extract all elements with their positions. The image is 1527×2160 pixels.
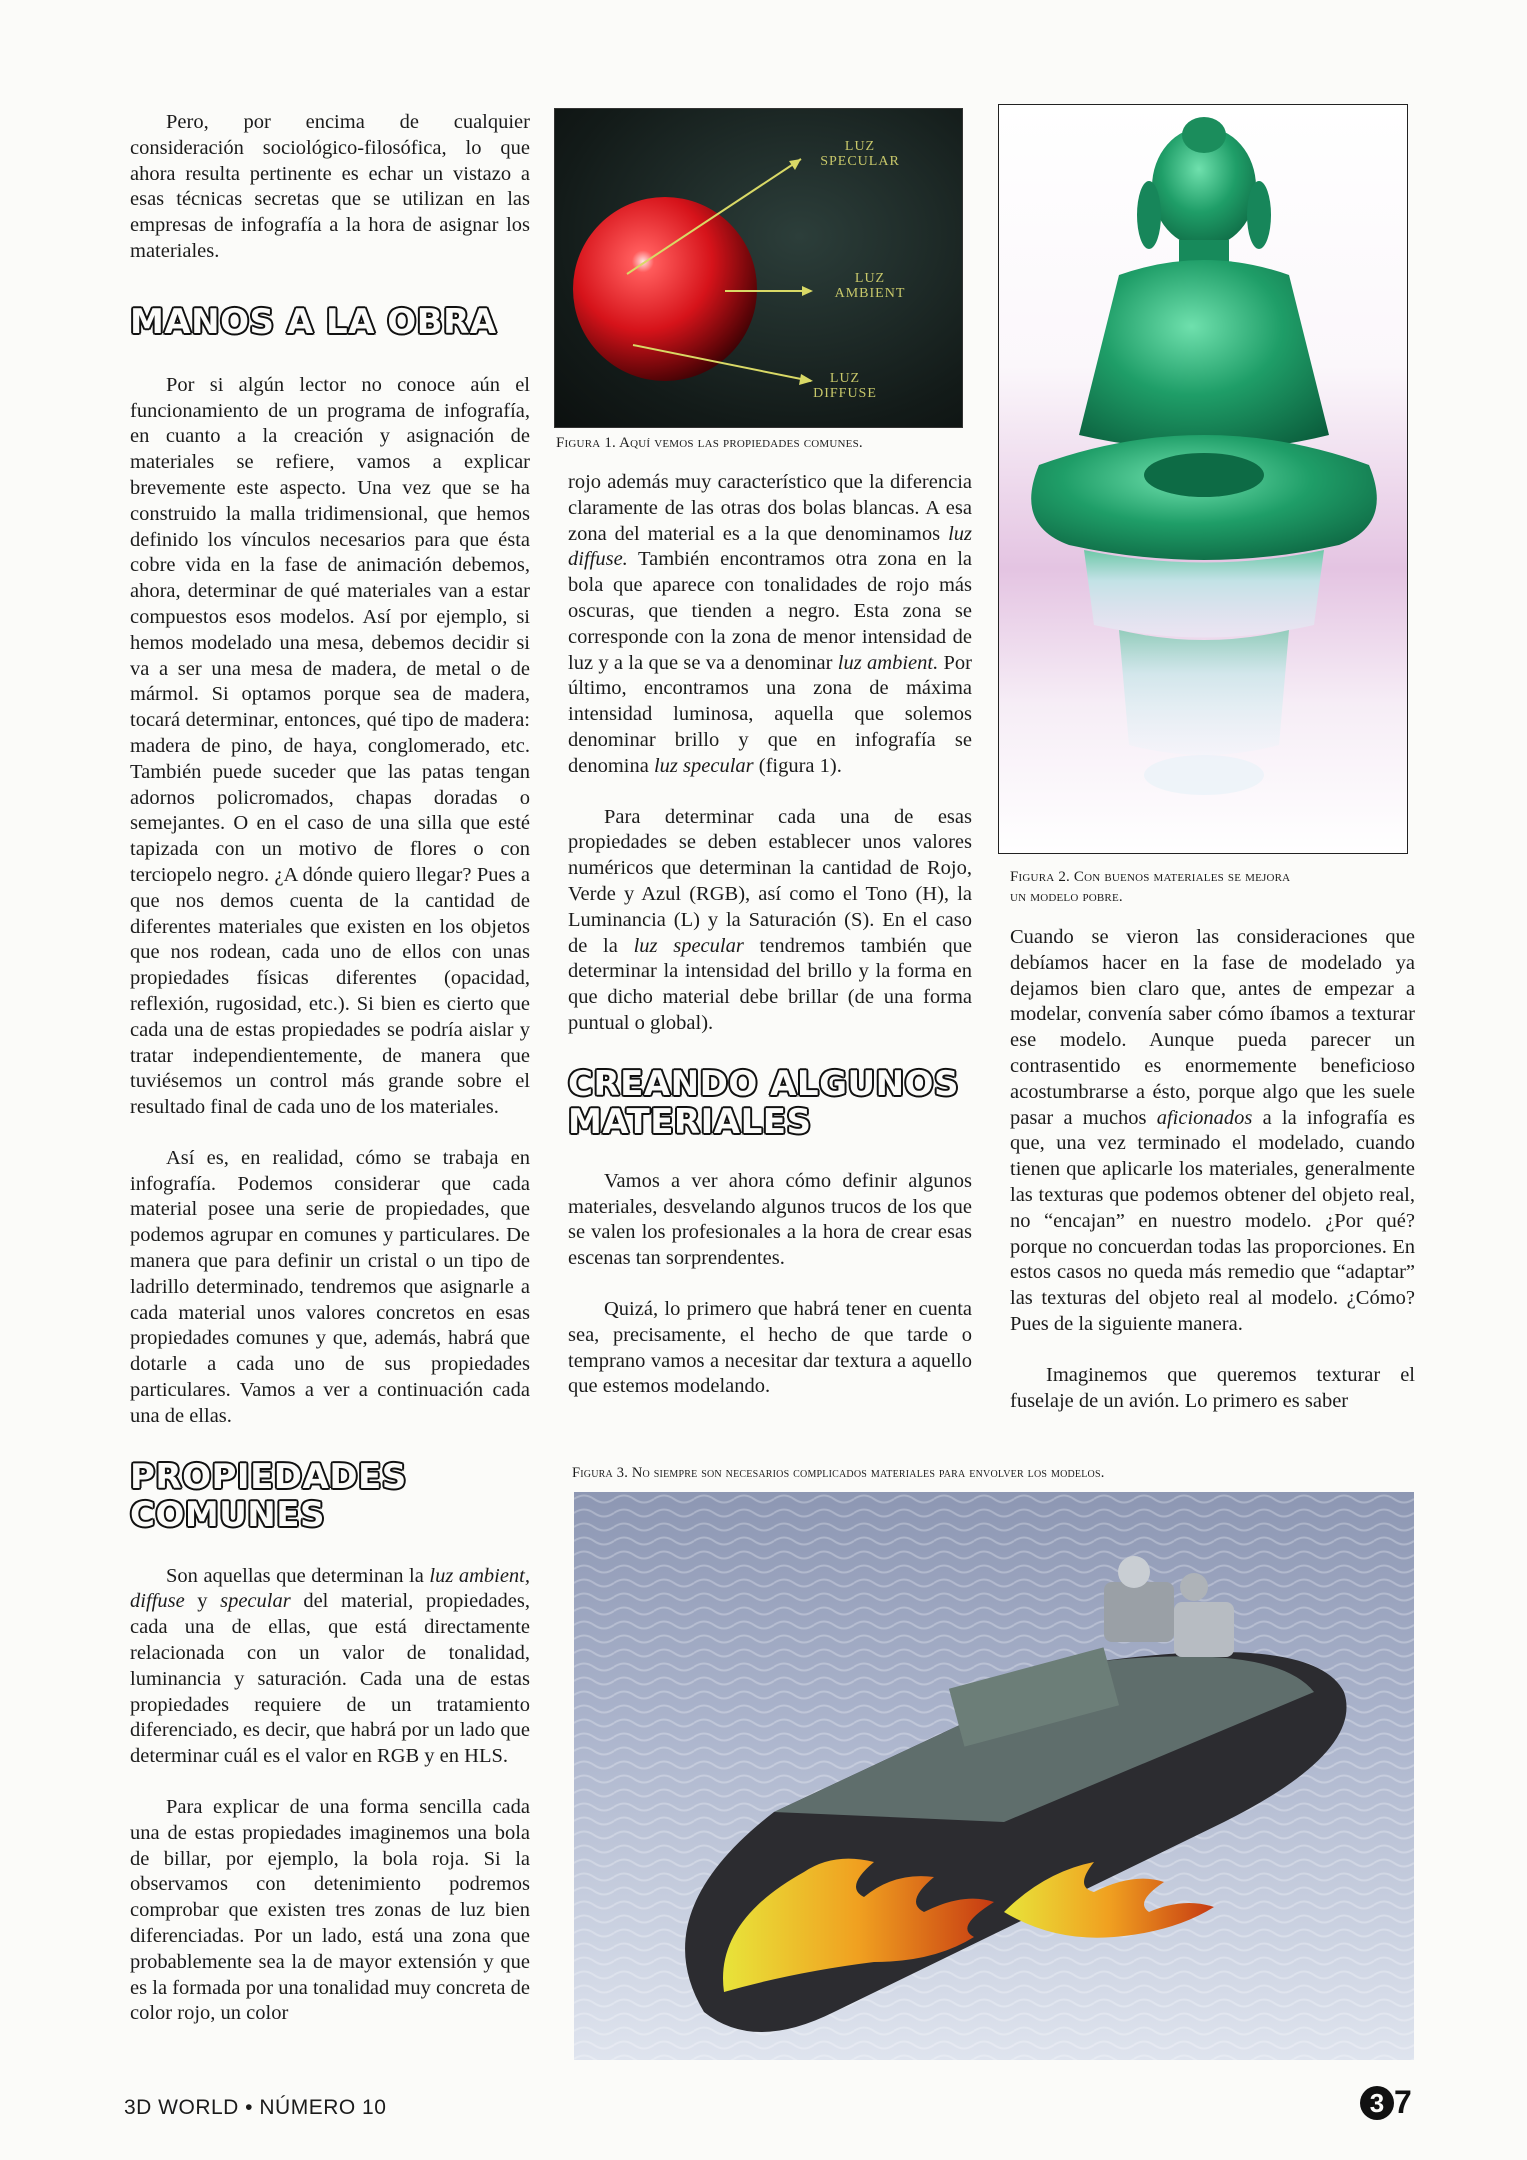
heading-manos-a-la-obra: MANOS A LA OBRA (130, 301, 497, 342)
paragraph-modelado: Cuando se vieron las consideraciones que debíamos hacer en la fase de modelado ya dejamos bien claro que, antes de empezar a modelar, convenía saber cómo íbamos a texturar ese modelo. Aunque pueda parecer un contrasentido es enormemente beneficioso acostumbrarse a ésto, porque algo que les suele pasar a muchos aficionados a la infografía es que, una vez terminado el modelado, cuando tienen que aplicarle los materiales, generalmente las texturas que podemos obtener del objeto real, no “encajan” en nuestro modelo. ¿Por qué? porque no concuerdan todas las proporciones. En estos casos no queda más remedio que “adaptar” las texturas del objeto real al modelo. ¿Cómo? Pues de la siguiente manera. (1010, 926, 1415, 1335)
label-luz-specular: LUZ SPECULAR (820, 139, 900, 169)
paragraph-fuselaje: Imaginemos que queremos texturar el fuselaje de un avión. Lo primero es saber (1010, 1363, 1415, 1412)
paragraph-texture-first: Quizá, lo primero que habrá tener en cuenta sea, precisamente, el hecho de que tarde o temprano vamos a necesitar dar textura a aquello que estemos modelando. (568, 1297, 972, 1398)
figure-1-caption: Figura 1. Aquí vemos las propiedades comunes. (556, 435, 863, 451)
paragraph-materials-intro: Por si algún lector no conoce aún el funcionamiento de un programa de infografía, en cuanto a la creación y asignación de materiales se refiere, vamos a explicar brevemente este aspecto. Una vez que se ha construido la malla tridimensional, que hemos definido los vínculos necesarios para que ésta cobre vida en la fase de animación debemos, ahora, determinar de qué materiales van a estar compuestos esos modelos. Así por ejemplo, si hemos modelado una mesa, debemos decidir si va a ser una mesa de madera, de metal o de mármol. Si optamos porque sea de madera, tocará determinar, entonces, qué tipo de madera: madera de pino, de haya, conglomerado, etc. También puede suceder que las patas tengan adornos policromados, chapas doradas o semejantes. O en el caso de una silla que esté tapizada con un motivo de flores o con terciopelo negro. ¿A dónde quiero llegar? Pues a que nos demos cuenta de la cantidad de diferentes materiales que existen en los objetos que nos rodean, cada uno de ellos con unas propiedades físicas diferentes (opacidad, reflexión, rugosidad, etc.). Si bien es cierto que cada una de estas propiedades se podría aislar y tratar independientemente, de manera que tuviésemos un control más grande sobre el resultado final de cada uno de los materiales. (130, 373, 530, 1119)
heading-line-1: PROPIEDADES (130, 1456, 407, 1497)
heading-line-2: COMUNES (130, 1494, 325, 1535)
figure-2-caption: Figura 2. Con buenos materiales se mejora un modelo pobre. (1010, 869, 1291, 905)
heading-propiedades-comunes (130, 1458, 530, 1534)
label-luz-diffuse: LUZ DIFFUSE (813, 371, 877, 401)
heading-line-2: MATERIALES (568, 1101, 812, 1142)
page-number-rest: 7 (1394, 2084, 1412, 2121)
column-1 (130, 110, 530, 2027)
figure-1-ball-image (554, 108, 963, 428)
paragraph-common-properties: Son aquellas que determinan la luz ambient, diffuse y specular del material, propiedades, cada una de ellas, que está directamente relacionada con un valor de tonalidad, luminancia y saturación. Cada una de estas propiedades requiere de un tratamiento diferenciado, es decir, que habrá por un lado que determinar cuál es el valor en RGB y en HLS. (130, 1564, 531, 1768)
paragraph-intro: Pero, por encima de cualquier consideración sociológico-filosófica, lo que ahora resulta pertinente es echar un vistazo a esas técnicas secretas que se utilizan en las empresas de infografía a la hora de asignar los materiales. (130, 111, 530, 262)
buddha-statue (999, 105, 1407, 853)
heading-line-1: CREANDO ALGUNOS (568, 1063, 959, 1104)
column-3 (1010, 925, 1415, 1414)
footer-magazine: 3D WORLD • NÚMERO 10 (124, 2096, 387, 2119)
label-luz-ambient: LUZ AMBIENT (834, 271, 906, 301)
heading-creando-materiales (568, 1065, 972, 1141)
paragraph-diffuse-ambient: rojo además muy característico que la diferencia claramente de las otras dos bolas blancas. A esa zona del material es a la que denominamos luz diffuse. También encontramos otra zona en la bola que aparece con tonalidades de rojo más oscuras, que tienden a negro. Esta zona se corresponde con la zona de menor intensidad de luz y a la que se va a denominar luz ambient. Por último, encontramos una zona de máxima intensidad luminosa, aquella que solemos denominar brillo y que en infografía se denomina luz specular (figura 1). (568, 471, 972, 777)
figure-3-boat-image (574, 1492, 1414, 2060)
red-ball (573, 197, 757, 381)
figure-2-buddha-image (998, 104, 1408, 854)
paragraph-infografia-work: Así es, en realidad, cómo se trabaja en infografía. Podemos considerar que cada material posee una serie de propiedades, que podemos agrupar en comunes y particulares. De manera que para definir un cristal o un tipo de ladrillo determinado, tendremos que asignarle a cada material unos valores concretos en esas propiedades comunes y que, además, habrá que dotarle a cada uno de sus propiedades particulares. Vamos a ver a continuación cada una de ellas. (130, 1146, 530, 1427)
paragraph-billiard-ball: Para explicar de una forma sencilla cada una de estas propiedades imaginemos una bola de billar, por ejemplo, la bola roja. Si la observamos con detenimiento podremos comprobar que existen tres zonas de luz bien diferenciadas. Por un lado, está una zona que probablemente sea la de mayor extensión y que es la formada por una tonalidad muy concreta de color rojo, un color (130, 1796, 530, 2025)
page-number-circle: 3 (1360, 2086, 1394, 2120)
paragraph-rgb-values: Para determinar cada una de esas propiedades se deben establecer unos valores numéricos que determinan la cantidad de Rojo, Verde y Azul (RGB), así como el Tono (H), la Luminancia (L) y la Saturación (S). En el caso de la luz specular tendremos también que determinar la intensidad del brillo y la forma en que dicho material debe brillar (de una forma puntual o global). (568, 805, 972, 1034)
page-number (1360, 2082, 1412, 2122)
paragraph-define-materials: Vamos a ver ahora cómo definir algunos materiales, desvelando algunos trucos de los que se valen los profesionales a la hora de crear esas escenas tan sorprendentes. (568, 1169, 972, 1270)
figure-3-caption: Figura 3. No siempre son necesarios complicados materiales para envolver los modelos. (572, 1465, 1105, 1481)
speedboat (574, 1492, 1414, 2060)
column-2 (568, 470, 972, 1400)
